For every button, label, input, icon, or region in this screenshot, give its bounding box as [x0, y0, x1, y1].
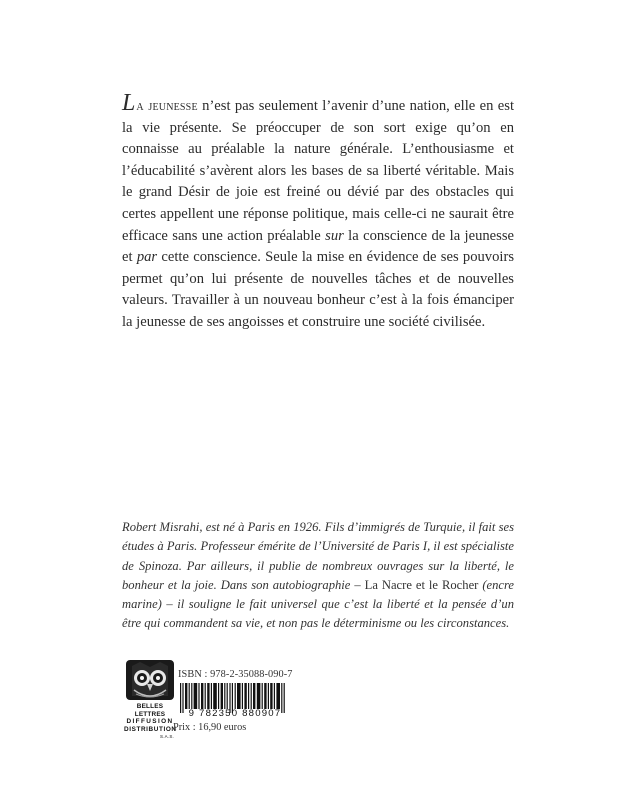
bio-text-1: Robert Misrahi, est né à Paris en 1926. Fils d’immigrés de Turquie, il fait ses études à Paris. Professeur émérite de l’Université de Paris I, il est spécialiste de Spinoza. Par ailleurs, il publie de nombreux ouvrages sur la liberté, le bonheur et la joie. Dans son autobiographie –	[122, 520, 514, 592]
blurb-emphasis-sur: sur	[325, 227, 344, 244]
blurb-text-3: cette conscience. Seule la mise en évidence de ses pouvoirs permet qu’on lui présente de nouvelles tâches et de nouvelles valeurs. Travailler à un nouveau bonheur c’est à la fois émanciper la jeunesse de ses angoisses et construire une société civilisée.	[122, 249, 514, 330]
blurb-text-2: la conscience de la jeunesse et	[122, 227, 514, 266]
lead-words: a jeunesse	[136, 98, 198, 114]
author-bio	[122, 518, 514, 634]
publisher-line-1: BELLES LETTRES	[134, 703, 166, 718]
blurb-text-1: n’est pas seulement l’avenir d’une nation, elle en est la vie présente. Se préoccuper de son sort exige qu’on en connaisse au préalable la nature générale. L’enthousiasme et l’éducabilité s’avèrent alors les bases de sa liberté véritable. Mais le grand Désir de joie est freiné ou dévié par des obstacles qui certes appellent une réponse politique, mais celle-ci ne saurait être efficace sans une action préalable	[122, 98, 515, 244]
price: Prix : 16,90 euros	[173, 722, 247, 733]
blurb-paragraph	[122, 90, 515, 334]
bio-book-title: La Nacre et le Rocher	[364, 577, 479, 592]
barcode-digits: 9 782350 880907	[188, 708, 282, 719]
publisher-line-2: DIFFUSION	[126, 718, 174, 726]
publisher-line-4: S.A.S.	[160, 734, 174, 740]
drop-cap: L	[122, 90, 136, 116]
publisher-name	[124, 703, 176, 741]
bio-text-2: (encre marine) – il souligne le fait universel que c’est la liberté et la pensée d’un être qui commandent sa vie, et non pas le déterminisme ou les circonstances.	[122, 577, 515, 631]
blurb-emphasis-par: par	[136, 249, 158, 266]
publisher-line-3: DISTRIBUTION	[124, 725, 177, 733]
isbn-number: ISBN : 978-2-35088-090-7	[178, 669, 293, 680]
